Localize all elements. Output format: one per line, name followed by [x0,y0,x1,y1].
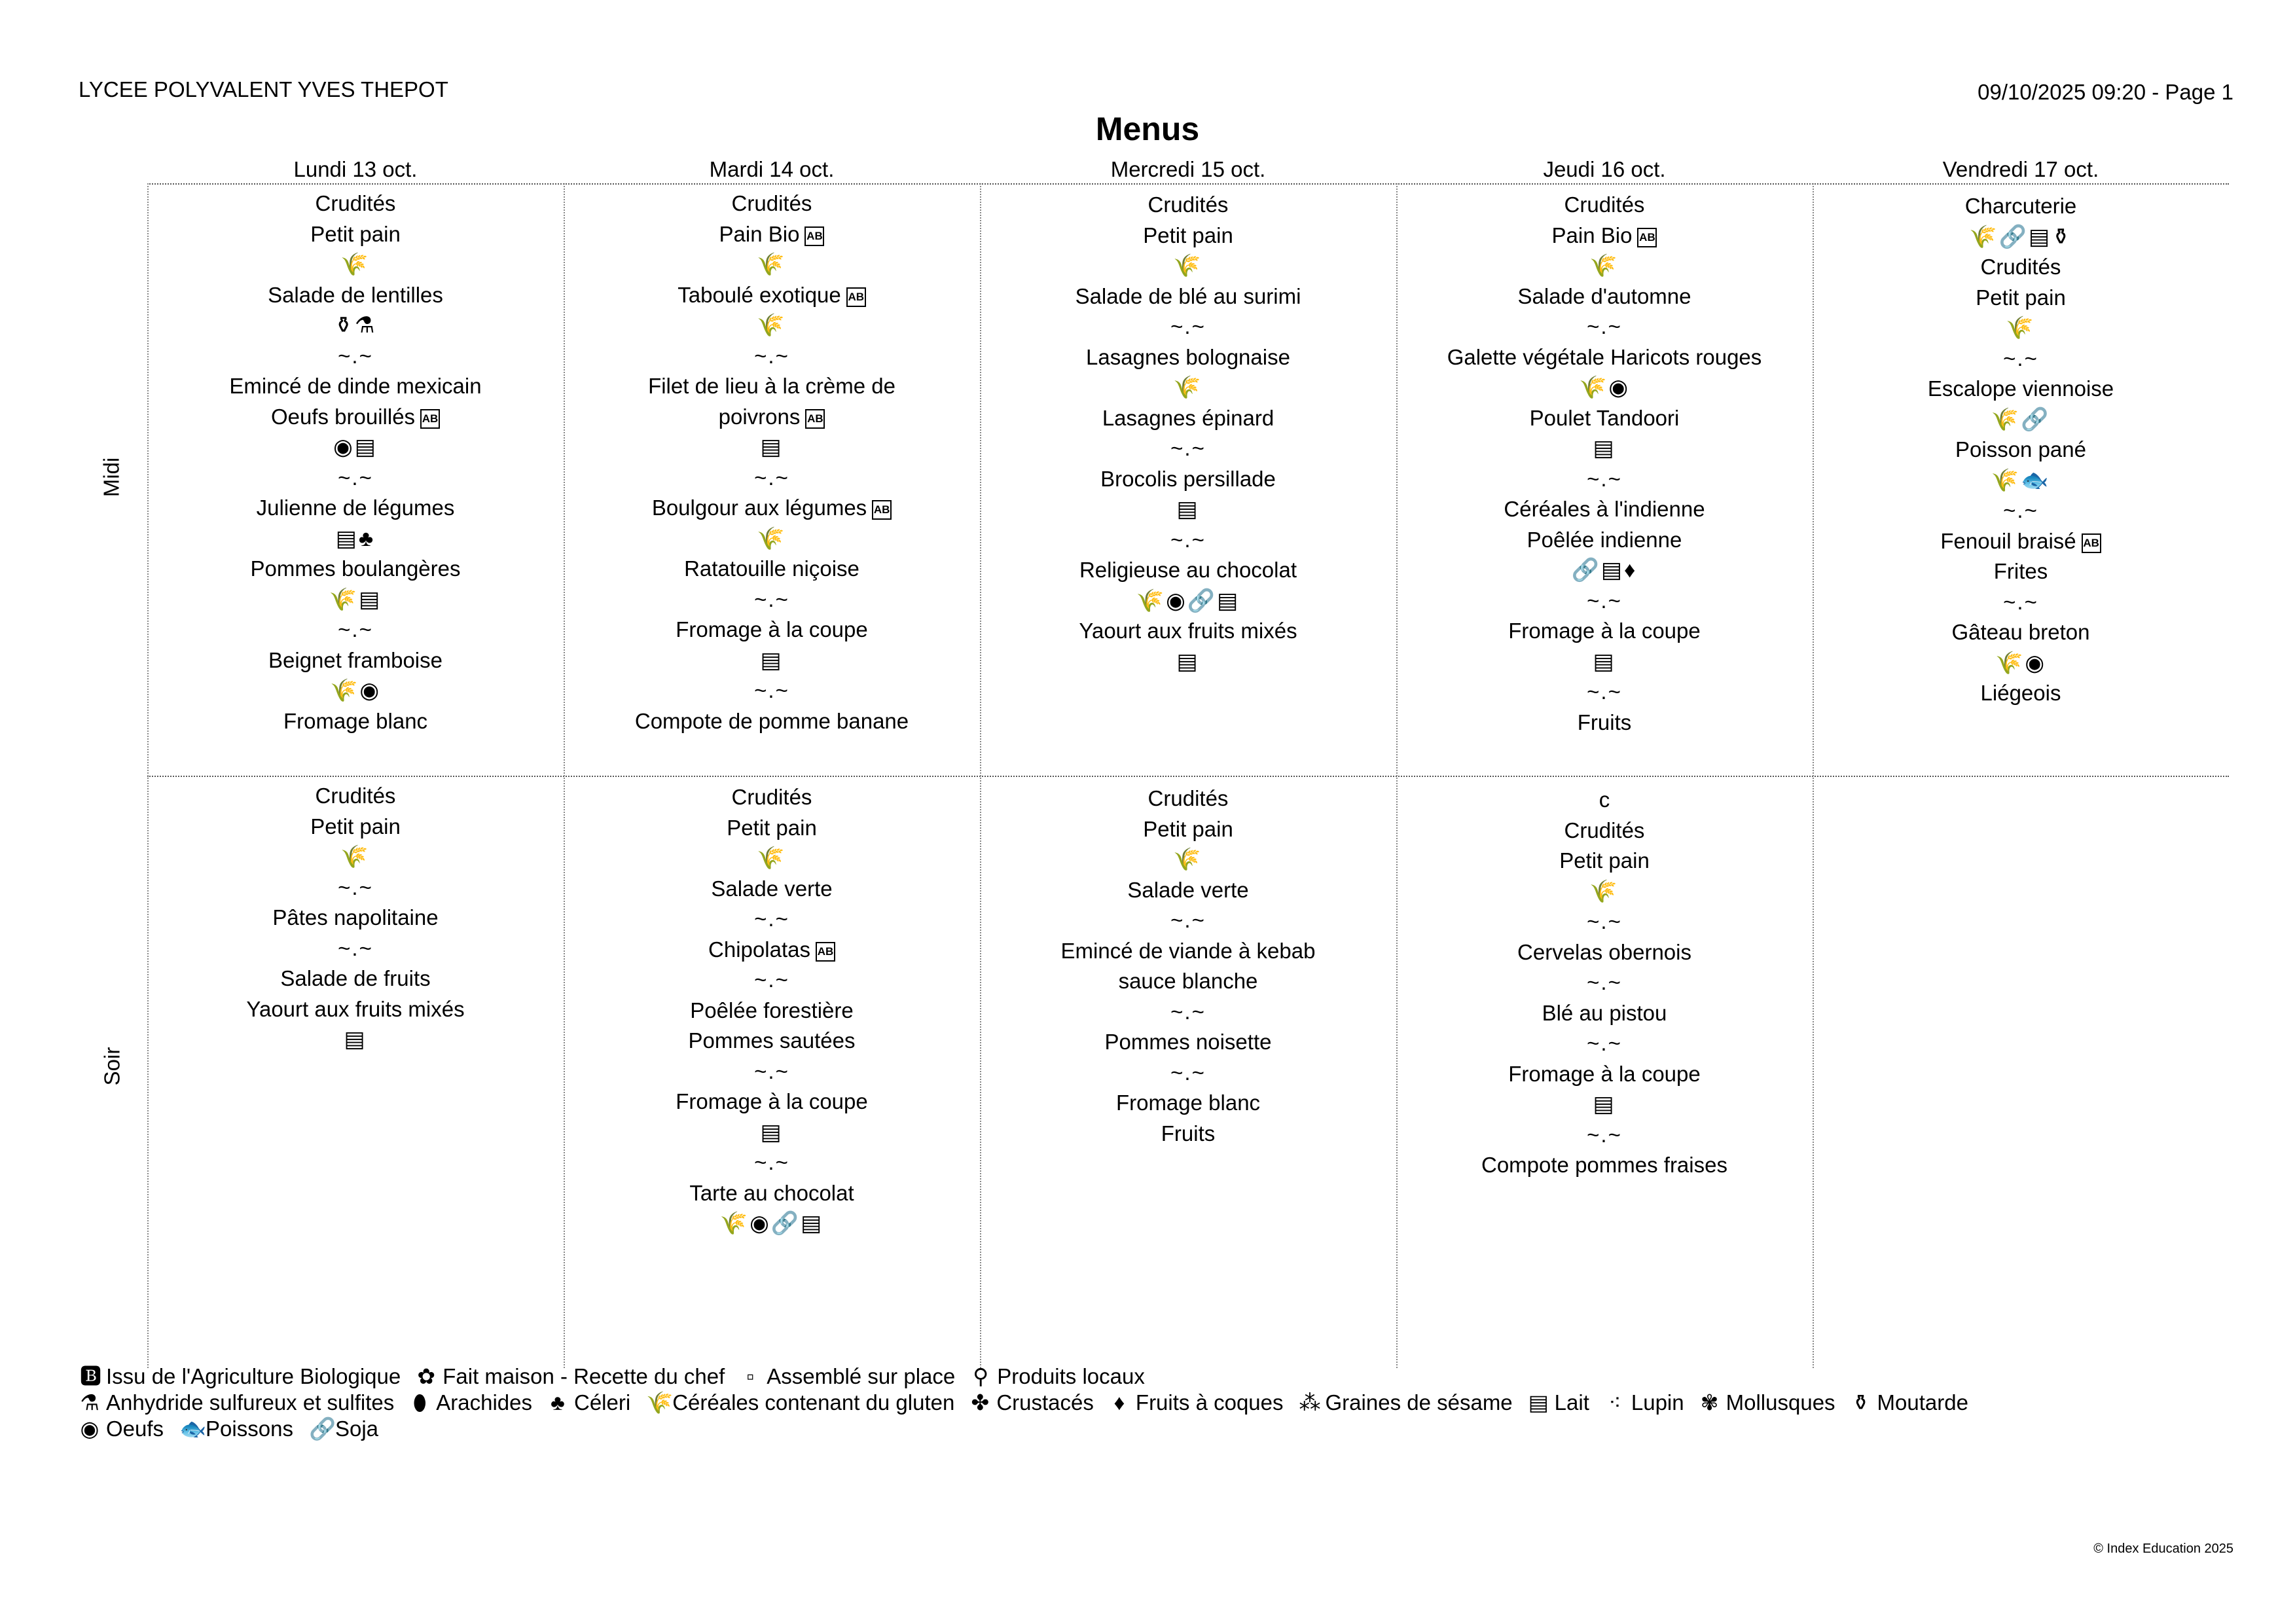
allergen-icons: ⚱⚗ [334,313,377,338]
dish-name: Salade verte [711,876,833,901]
dish-name: Crudités [1148,192,1229,217]
dish-name: poivrons AB [564,402,980,433]
legend-item [179,1416,293,1442]
legend-label: Anhydride sulfureux et sulfites [106,1390,395,1415]
menu-cell [1813,191,2229,709]
legend-icon: 🅱 [80,1364,101,1388]
dish-name: Fruits [1577,710,1632,734]
row-label-soir: Soir [99,1047,124,1086]
course-separator: ~.~ [2003,589,2038,614]
dish-name: Crudités [731,785,812,809]
allergen-icons: 🌾 [1173,847,1203,872]
legend-item [80,1390,394,1416]
allergen-icons: 🌾◉🔗▤ [719,1211,824,1236]
menu-cell [1396,190,1813,738]
course-separator: ~.~ [1170,314,1206,338]
allergen-icons: 🌾 [757,526,787,551]
dish-name: Crudités [731,191,812,215]
allergen-icons: 🌾 [340,844,370,869]
course-separator: ~.~ [1587,1031,1622,1055]
allergen-icons: ◉▤ [333,435,378,460]
legend-item [309,1416,378,1442]
dish-name: Pommes boulangères [250,556,461,581]
dish-name: Charcuterie [1964,194,2077,218]
dish-name: Petit pain [1559,848,1650,873]
dish-name: Brocolis persillade [1100,466,1276,491]
legend-label: Issu de l'Agriculture Biologique [106,1364,401,1388]
course-separator: ~.~ [754,967,789,992]
legend-row [80,1363,1984,1390]
legend-icon: ⁖ [1608,1390,1621,1415]
dish-name: Yaourt aux fruits mixés [1079,619,1297,643]
school-name: LYCEE POLYVALENT YVES THEPOT [79,77,448,101]
legend-label: Crustacés [996,1390,1094,1415]
course-separator: ~.~ [1170,1060,1206,1085]
dish-name: sauce blanche [1118,969,1258,993]
legend-item [416,1363,725,1390]
legend-item [1605,1390,1684,1416]
dish-name: Filet de lieu à la crème de [648,374,895,398]
course-separator: ~.~ [1587,909,1622,933]
course-separator: ~.~ [1587,679,1622,704]
dish-name: Poêlée indienne [1527,527,1682,552]
allergen-icons: 🌾◉ [329,678,381,703]
grid-mid-line [147,776,2229,778]
legend-item [971,1363,1145,1390]
legend-icon: ▫ [746,1364,755,1388]
organic-icon: AB [816,942,835,962]
legend-label: Oeufs [106,1416,164,1441]
course-separator: ~.~ [1170,999,1206,1024]
dish-name: Petit pain [1143,223,1233,247]
legend-label: Graines de sésame [1325,1390,1513,1415]
legend-label: Soja [334,1416,379,1441]
organic-icon: AB [420,409,440,429]
legend-label: Céréales contenant du gluten [672,1390,955,1415]
dish-name: Boulgour aux légumes AB [564,493,980,524]
dish-name: Emincé de viande à kebab [1060,938,1316,963]
organic-icon: AB [804,226,824,246]
legend-item [970,1390,1094,1416]
allergen-legend [80,1363,1984,1442]
menu-cell [147,189,564,736]
allergen-icons: 🌾🔗▤⚱ [1969,224,2072,249]
dish-name: Fromage blanc [283,708,428,733]
allergen-icons: ▤ [1176,497,1200,522]
allergen-icons: 🌾 [757,313,787,338]
menu-cell [980,190,1396,677]
legend-item [1528,1390,1589,1416]
allergen-icons: ▤ [1593,436,1616,461]
dish-name: Fromage blanc [1115,1091,1261,1115]
dish-name: Taboulé exotique AB [564,280,980,311]
dish-name: Julienne de légumes [256,496,455,520]
legend-label: Moutarde [1877,1390,1968,1415]
course-separator: ~.~ [338,875,373,899]
legend-item [80,1363,401,1390]
allergen-icons: 🌾🔗 [1991,406,2051,432]
course-separator: ~.~ [1587,314,1622,338]
legend-label: Mollusques [1726,1390,1835,1415]
day-header-monday: Lundi 13 oct. [293,157,418,181]
dish-name: Crudités [1564,818,1645,842]
legend-icon: ⚱ [1851,1390,1870,1415]
course-separator: ~.~ [1587,588,1622,613]
dish-name: Salade de lentilles [268,282,443,307]
allergen-icons: 🌾🐟 [1991,467,2051,493]
allergen-icons: 🌾 [1173,375,1203,400]
dish-name: Chipolatas AB [564,935,980,965]
dish-name: Compote pommes fraises [1481,1153,1727,1177]
dish-name: Pain Bio AB [564,219,980,250]
allergen-icons: 🌾▤ [329,586,382,612]
dish-name: Salade verte [1127,877,1249,902]
course-separator: ~.~ [754,907,789,931]
day-header-friday: Vendredi 17 oct. [1942,157,2099,181]
menu-cell [980,784,1396,1149]
dish-name: Poêlée forestière [690,998,854,1022]
allergen-icons: ▤ [344,1027,367,1052]
allergen-icons: ▤ [760,435,784,460]
print-date-page: 09/10/2025 09:20 - Page 1 [1978,80,2233,104]
allergen-icons: 🌾◉ [1578,375,1630,400]
legend-label: Fruits à coques [1135,1390,1284,1415]
legend-icon: ⁂ [1299,1390,1321,1415]
dish-name: Fruits [1161,1121,1216,1146]
allergen-icons: 🌾 [757,252,787,277]
allergen-icons: 🔗▤♦ [1571,558,1638,583]
legend-label: Arachides [436,1390,532,1415]
dish-name: Fromage à la coupe [1508,1061,1701,1086]
course-separator: ~.~ [338,935,373,960]
dish-name: Pommes sautées [688,1028,856,1053]
allergen-icons: 🌾 [757,846,787,871]
organic-icon: AB [805,409,825,429]
dish-name: Pâtes napolitaine [272,905,439,929]
allergen-icons: 🌾 [2006,316,2036,340]
allergen-icons: ▤♣ [335,526,376,551]
legend-icon: ⚗ [80,1390,99,1415]
legend-item [1110,1390,1284,1416]
legend-icon: 🔗 [308,1416,336,1441]
menu-cell [1396,785,1813,1181]
legend-label: Poissons [206,1416,293,1441]
dish-name: Poulet Tandoori [1529,405,1680,430]
dish-name: Salade d'automne [1517,283,1691,308]
course-separator: ~.~ [2003,498,2038,522]
legend-label: Produits locaux [997,1364,1145,1388]
dish-name: Crudités [315,191,396,215]
legend-icon: ▤ [1528,1390,1549,1415]
course-separator: ~.~ [1170,527,1206,552]
menu-cell [147,781,564,1055]
legend-item [740,1363,955,1390]
allergen-icons: ▤ [760,647,784,673]
course-separator: ~.~ [338,343,373,368]
allergen-icons: ▤ [760,1119,784,1145]
course-separator: ~.~ [754,678,789,702]
legend-icon: ⚲ [973,1364,989,1388]
legend-icon: ✾ [1700,1390,1719,1415]
dish-name: Emincé de dinde mexicain [229,374,482,398]
course-separator: ~.~ [754,586,789,611]
legend-label: Céleri [573,1390,631,1415]
dish-name: Beignet framboise [268,647,443,672]
allergen-icons: ▤ [1593,649,1616,674]
course-separator: ~.~ [754,1058,789,1083]
course-separator: ~.~ [338,617,373,641]
legend-item [1700,1390,1835,1416]
dish-name: Pommes noisette [1104,1030,1272,1054]
course-separator: ~.~ [1587,1122,1622,1147]
dish-name: Céréales à l'indienne [1504,497,1705,521]
day-header-thursday: Jeudi 16 oct. [1543,157,1666,181]
legend-label: Lupin [1631,1390,1684,1415]
dish-name: Religieuse au chocolat [1079,558,1297,582]
legend-icon: 🐟 [179,1416,207,1441]
course-separator: ~.~ [1587,466,1622,491]
allergen-icons: ▤ [1593,1092,1616,1117]
dish-name: Ratatouille niçoise [684,556,859,581]
organic-icon: AB [2082,533,2101,553]
organic-icon: AB [1637,228,1657,247]
dish-name: Compote de pomme banane [634,708,909,733]
dish-name: Petit pain [310,221,401,246]
dish-name: c [1599,787,1610,812]
allergen-icons: 🌾◉ [1995,650,2046,676]
dish-name: Blé au pistou [1542,1000,1667,1025]
course-separator: ~.~ [338,465,373,490]
dish-name: Yaourt aux fruits mixés [246,996,465,1021]
dish-name: Gâteau breton [1951,620,2090,644]
dish-name: Petit pain [1143,816,1233,841]
course-separator: ~.~ [1170,436,1206,460]
dish-name: Fromage à la coupe [1508,619,1701,643]
legend-row [80,1416,1984,1442]
legend-icon: ⬮ [412,1390,427,1415]
menu-cell [564,782,980,1239]
dish-name: Crudités [315,784,396,808]
dish-name: Salade de fruits [280,966,431,990]
course-separator: ~.~ [1587,970,1622,994]
allergen-icons: 🌾 [1589,878,1619,904]
dish-name: Frites [1993,559,2048,583]
legend-label: Fait maison - Recette du chef [443,1364,725,1388]
dish-name: Galette végétale Haricots rouges [1447,344,1762,369]
day-header-tuesday: Mardi 14 oct. [709,157,835,181]
dish-name: Fenouil braisé AB [1813,526,2229,557]
dish-name: Crudités [1564,192,1645,217]
dish-name: Poisson pané [1955,437,2086,461]
legend-row [80,1390,1984,1416]
legend-item [548,1390,630,1416]
allergen-icons: 🌾 [340,252,370,277]
dish-name: Petit pain [1976,285,2066,310]
legend-icon: ♣ [551,1390,565,1415]
organic-icon: AB [872,500,892,520]
legend-icon: ◉ [80,1416,99,1441]
dish-name: Petit pain [727,815,817,840]
allergen-icons: ▤ [1176,649,1200,674]
legend-icon: ♦ [1113,1390,1125,1415]
legend-label: Assemblé sur place [767,1364,956,1388]
dish-name: Liégeois [1980,681,2061,705]
dish-name: Oeufs brouillés AB [147,402,564,433]
course-separator: ~.~ [754,1150,789,1174]
menu-cell [564,189,980,736]
dish-name: Pain Bio AB [1396,221,1813,251]
allergen-icons: 🌾◉🔗▤ [1136,588,1240,613]
organic-icon: AB [846,287,866,307]
page-title: Menus [1095,111,1200,147]
row-label-midi: Midi [99,457,124,497]
legend-item [646,1390,954,1416]
legend-item [1299,1390,1513,1416]
dish-name: Lasagnes bolognaise [1086,344,1290,369]
copyright-footer: © Index Education 2025 [2093,1542,2233,1556]
course-separator: ~.~ [754,465,789,490]
legend-label: Lait [1554,1390,1589,1415]
course-separator: ~.~ [2003,346,2038,370]
dish-name: Crudités [1980,255,2061,279]
day-header-wednesday: Mercredi 15 oct. [1110,157,1266,181]
dish-name: Escalope viennoise [1927,376,2114,401]
legend-icon: ✤ [971,1390,990,1415]
dish-name: Cervelas obernois [1517,939,1691,964]
course-separator: ~.~ [1170,908,1206,932]
legend-item [80,1416,164,1442]
legend-icon: 🌾 [646,1390,674,1415]
legend-item [410,1390,532,1416]
dish-name: Lasagnes épinard [1102,405,1274,430]
allergen-icons: 🌾 [1173,253,1203,278]
dish-name: Tarte au chocolat [689,1180,854,1205]
dish-name: Crudités [1148,786,1229,810]
dish-name: Fromage à la coupe [676,617,868,641]
grid-top-line [147,183,2229,186]
allergen-icons: 🌾 [1589,253,1619,278]
dish-name: Fromage à la coupe [676,1089,868,1113]
course-separator: ~.~ [754,343,789,368]
legend-item [1851,1390,1968,1416]
legend-icon: ✿ [417,1364,436,1388]
dish-name: Petit pain [310,814,401,839]
dish-name: Salade de blé au surimi [1075,283,1301,308]
